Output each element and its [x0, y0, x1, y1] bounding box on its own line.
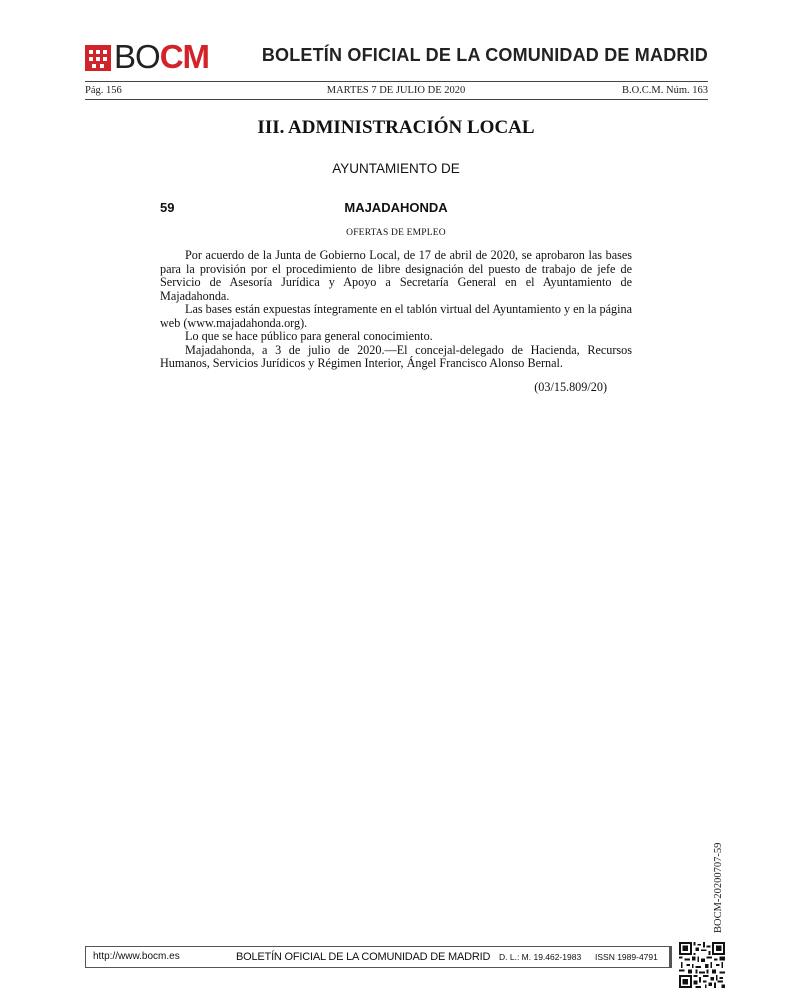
body-paragraph: Lo que se hace público para general conocimiento. [185, 329, 433, 343]
notice-body [160, 249, 632, 371]
document-side-code: BOCM-20200707-59 [713, 842, 724, 933]
page-number: Pág. 156 [85, 85, 122, 96]
logo-text-bo: BO [114, 38, 160, 75]
meta-rule [85, 99, 708, 100]
body-paragraph: Majadahonda, a 3 de julio de 2020.—El concejal-delegado de Hacienda, Recursos Humanos, Servicios Jurídicos y Régimen Interior, Ángel Francisco Alonso Bernal. [160, 342, 632, 370]
issue-number: B.O.C.M. Núm. 163 [621, 85, 708, 96]
footer-box [85, 946, 672, 968]
notice-type: OFERTAS DE EMPLEO [346, 228, 446, 238]
issue-date: MARTES 7 DE JULIO DE 2020 [326, 85, 466, 96]
footer-url-link[interactable]: http://www.bocm.es [93, 951, 180, 962]
reference-code: (03/15.809/20) [534, 380, 607, 394]
legal-deposit: D. L.: M. 19.462-1983 [499, 952, 582, 962]
madrid-stars-logo-icon [85, 45, 111, 71]
entity-name: MAJADAHONDA [344, 200, 448, 215]
footer-title: BOLETÍN OFICIAL DE LA COMUNIDAD DE MADRID [236, 951, 491, 963]
journal-title: BOLETÍN OFICIAL DE LA COMUNIDAD DE MADRID [261, 45, 708, 65]
item-number: 59 [160, 200, 175, 215]
qr-code-icon [679, 942, 725, 988]
bocm-logo [85, 38, 210, 75]
header-rule [85, 81, 708, 82]
section-title: III. ADMINISTRACIÓN LOCAL [257, 117, 535, 138]
body-paragraph: Por acuerdo de la Junta de Gobierno Local, de 17 de abril de 2020, se aprobaron las bases para la provisión por el procedimiento de libre designación del puesto de trabajo de jefe de Servicio de Asesoría Jurídica y Apoyo a Secretaría General en el Ayuntamiento de Majadahonda. [160, 248, 632, 303]
body-paragraph: Las bases están expuestas íntegramente en el tablón virtual del Ayuntamiento y en la página web (www.majadahonda.org). [160, 302, 632, 330]
subsection-title: AYUNTAMIENTO DE [332, 161, 460, 176]
logo-text-cm: CM [159, 38, 210, 75]
issn: ISSN 1989-4791 [595, 952, 658, 962]
